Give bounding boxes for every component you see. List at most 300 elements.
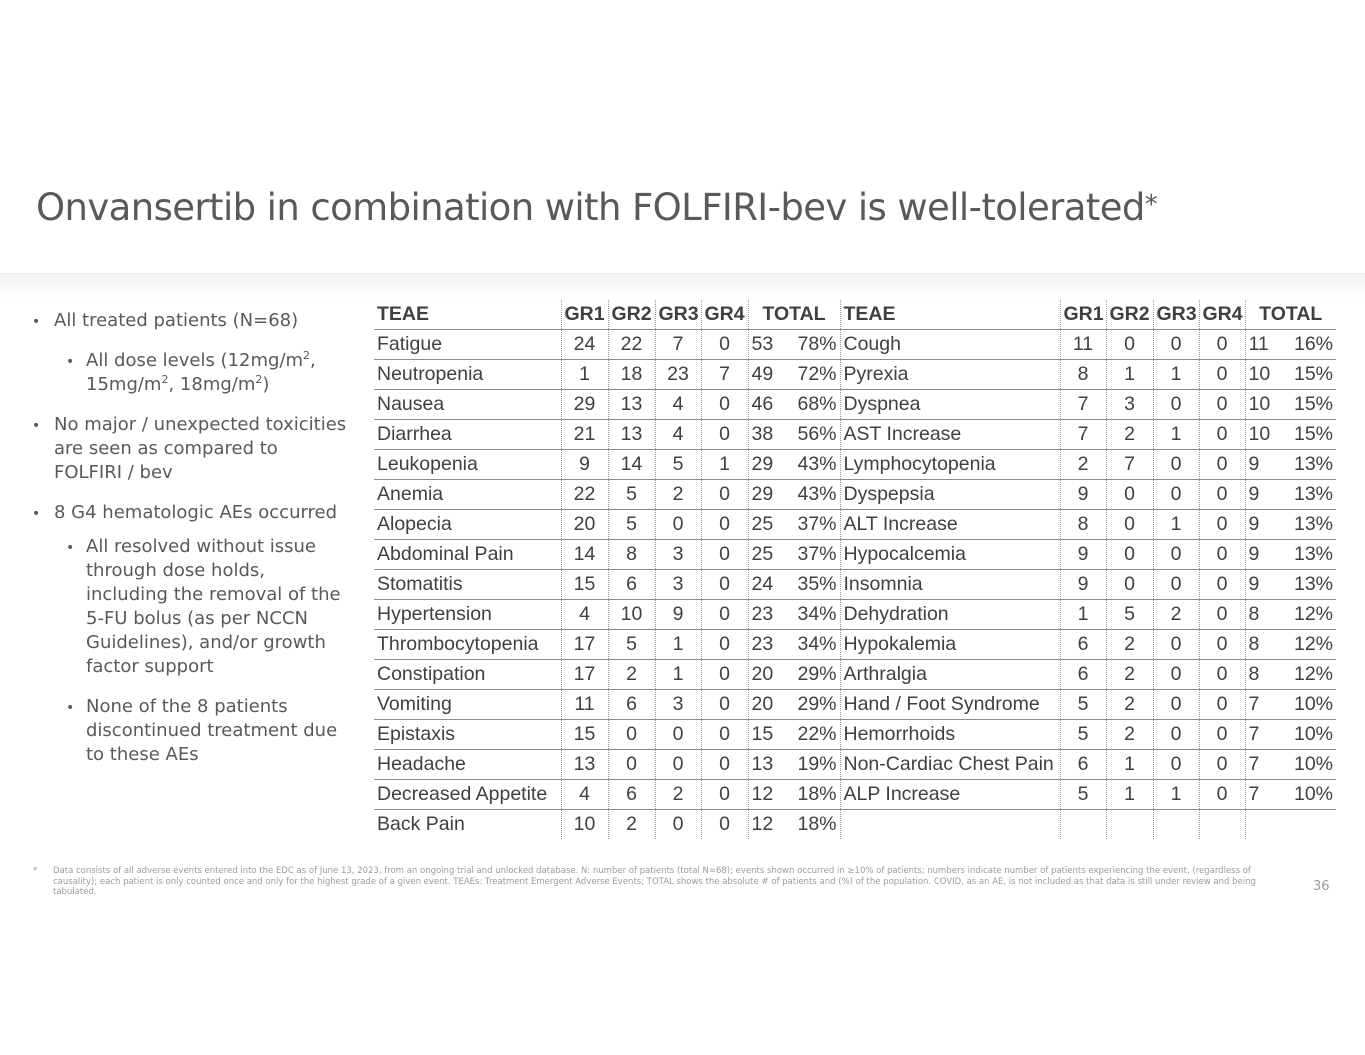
gr4-cell: 0 bbox=[701, 390, 748, 420]
footnote-text: Data consists of all adverse events entered into the EDC as of June 13, 2023, from an ongoing trial and unlocked database. N: number of patients (total N=68); events shown occurred in ≥10% of patients; numbers indicate number of patients experiencing the event, (regardless of causality); each patient is only counted once and only for the highest grade of a given event. TEAEs: Treatment Emergent Adverse Events; TOTAL shows the absolute # of patients and (%) of the population. COVID, as an AE, is not included as that data is still under review and being tabulated. bbox=[53, 866, 1256, 897]
gr2-cell: 22 bbox=[608, 330, 655, 360]
gr1-cell: 15 bbox=[561, 570, 608, 600]
pct-cell: 37% bbox=[781, 540, 840, 570]
event-name: Diarrhea bbox=[374, 420, 561, 450]
gr4-cell bbox=[1199, 810, 1245, 840]
header-gr3: GR3 bbox=[655, 300, 701, 330]
total-cell: 8 bbox=[1245, 600, 1277, 630]
gr2-cell: 2 bbox=[1106, 420, 1153, 450]
event-name: Hypertension bbox=[374, 600, 561, 630]
total-cell: 20 bbox=[748, 660, 781, 690]
total-cell: 25 bbox=[748, 540, 781, 570]
gr4-cell: 0 bbox=[701, 540, 748, 570]
bullet-text-part: , 18mg/m bbox=[168, 374, 256, 395]
table-row bbox=[374, 510, 1336, 540]
pct-cell: 15% bbox=[1277, 390, 1336, 420]
gr2-cell: 2 bbox=[1106, 720, 1153, 750]
total-cell: 9 bbox=[1245, 570, 1277, 600]
pct-cell: 18% bbox=[781, 780, 840, 810]
superscript: 2 bbox=[303, 349, 311, 362]
pct-cell: 78% bbox=[781, 330, 840, 360]
total-cell: 13 bbox=[748, 750, 781, 780]
gr3-cell: 1 bbox=[1153, 780, 1199, 810]
gr2-cell: 2 bbox=[608, 660, 655, 690]
total-cell: 25 bbox=[748, 510, 781, 540]
gr2-cell: 13 bbox=[608, 390, 655, 420]
bullet-dot-icon: • bbox=[66, 700, 75, 716]
gr4-cell: 0 bbox=[701, 420, 748, 450]
pct-cell: 35% bbox=[781, 570, 840, 600]
title-asterisk: * bbox=[1144, 190, 1158, 220]
gr1-cell: 7 bbox=[1060, 390, 1106, 420]
event-name: Hypokalemia bbox=[840, 630, 1060, 660]
pct-cell: 29% bbox=[781, 660, 840, 690]
pct-cell: 12% bbox=[1277, 660, 1336, 690]
gr3-cell: 0 bbox=[1153, 540, 1199, 570]
bullet-text: All resolved without issue through dose holds, including the removal of the 5-FU bolus (as per NCCN Guidelines), and/or growth factor support bbox=[86, 536, 341, 677]
total-cell: 29 bbox=[748, 480, 781, 510]
total-cell: 10 bbox=[1245, 360, 1277, 390]
gr1-cell: 20 bbox=[561, 510, 608, 540]
gr1-cell: 4 bbox=[561, 780, 608, 810]
gr4-cell: 0 bbox=[1199, 600, 1245, 630]
gr2-cell: 2 bbox=[1106, 630, 1153, 660]
gr4-cell: 0 bbox=[701, 750, 748, 780]
event-name: Abdominal Pain bbox=[374, 540, 561, 570]
header-gr1: GR1 bbox=[561, 300, 608, 330]
event-name: Back Pain bbox=[377, 813, 465, 835]
gr1-cell: 5 bbox=[1060, 780, 1106, 810]
total-cell: 9 bbox=[1245, 450, 1277, 480]
superscript: 2 bbox=[255, 373, 263, 386]
gr3-cell: 5 bbox=[655, 450, 701, 480]
bullet-dot-icon: • bbox=[32, 418, 41, 434]
gr3-cell: 1 bbox=[1153, 510, 1199, 540]
event-name: Nausea bbox=[374, 390, 561, 420]
event-name: Insomnia bbox=[840, 570, 1060, 600]
gr4-cell: 0 bbox=[1199, 330, 1245, 360]
pct-cell: 10% bbox=[1277, 750, 1336, 780]
table-row bbox=[374, 780, 1336, 810]
total-cell: 46 bbox=[748, 390, 781, 420]
gr3-cell: 4 bbox=[655, 390, 701, 420]
gr2-cell: 3 bbox=[1106, 390, 1153, 420]
bullet-dose-levels bbox=[30, 349, 350, 397]
total-cell: 23 bbox=[748, 630, 781, 660]
gr4-cell: 0 bbox=[1199, 720, 1245, 750]
pct-cell: 37% bbox=[781, 510, 840, 540]
bullet-dot-icon: • bbox=[32, 506, 41, 522]
event-name: Hypocalcemia bbox=[840, 540, 1060, 570]
gr2-cell: 6 bbox=[608, 690, 655, 720]
gr4-cell: 0 bbox=[701, 660, 748, 690]
event-name bbox=[840, 810, 1060, 840]
gr2-cell: 0 bbox=[608, 720, 655, 750]
event-name: Hand / Foot Syndrome bbox=[840, 690, 1060, 720]
gr2-cell: 1 bbox=[1106, 780, 1153, 810]
gr1-cell: 29 bbox=[561, 390, 608, 420]
table-row bbox=[374, 330, 1336, 360]
gr1-cell: 11 bbox=[1060, 330, 1106, 360]
pct-cell: 13% bbox=[1277, 450, 1336, 480]
gr3-cell: 3 bbox=[655, 690, 701, 720]
gr2-cell: 6 bbox=[608, 780, 655, 810]
event-name: Non-Cardiac Chest Pain bbox=[840, 750, 1060, 780]
header-gr2: GR2 bbox=[1106, 300, 1153, 330]
total-cell: 29 bbox=[748, 450, 781, 480]
event-name: Arthralgia bbox=[840, 660, 1060, 690]
gr4-cell: 0 bbox=[701, 810, 748, 840]
gr3-cell: 1 bbox=[1153, 360, 1199, 390]
pct-cell: 43% bbox=[781, 480, 840, 510]
event-name: AST Increase bbox=[840, 420, 1060, 450]
event-name: Decreased Appetite bbox=[374, 780, 561, 810]
gr2-cell: 6 bbox=[608, 570, 655, 600]
gr4-cell: 7 bbox=[701, 360, 748, 390]
total-cell: 9 bbox=[1245, 480, 1277, 510]
event-name: Stomatitis bbox=[374, 570, 561, 600]
event-name: Fatigue bbox=[374, 330, 561, 360]
bullet-no-major-toxicities bbox=[30, 413, 350, 485]
gr2-cell: 13 bbox=[608, 420, 655, 450]
gr4-cell: 0 bbox=[1199, 750, 1245, 780]
event-name: Leukopenia bbox=[374, 450, 561, 480]
gr2-cell: 5 bbox=[1106, 600, 1153, 630]
gr3-cell: 2 bbox=[655, 480, 701, 510]
gr4-cell: 0 bbox=[1199, 360, 1245, 390]
total-cell: 10 bbox=[1245, 390, 1277, 420]
header-total: TOTAL bbox=[1245, 300, 1336, 330]
gr1-cell: 7 bbox=[1060, 420, 1106, 450]
table-row bbox=[374, 720, 1336, 750]
gr1-cell: 9 bbox=[1060, 480, 1106, 510]
pct-cell: 56% bbox=[781, 420, 840, 450]
gr2-cell: 1 bbox=[1106, 750, 1153, 780]
total-cell: 7 bbox=[1245, 720, 1277, 750]
gr1-cell: 9 bbox=[1060, 540, 1106, 570]
table-row bbox=[374, 450, 1336, 480]
gr4-cell: 0 bbox=[1199, 630, 1245, 660]
gr4-cell: 0 bbox=[1199, 570, 1245, 600]
gr3-cell: 0 bbox=[1153, 480, 1199, 510]
gr2-cell: 0 bbox=[1106, 510, 1153, 540]
gr4-cell: 1 bbox=[701, 450, 748, 480]
pct-cell: 16% bbox=[1277, 330, 1336, 360]
gr4-cell: 0 bbox=[701, 630, 748, 660]
total-cell: 53 bbox=[748, 330, 781, 360]
gr1-cell: 8 bbox=[1060, 360, 1106, 390]
gr4-cell: 0 bbox=[1199, 450, 1245, 480]
pct-cell: 29% bbox=[781, 690, 840, 720]
gr4-cell: 0 bbox=[1199, 660, 1245, 690]
pct-cell: 12% bbox=[1277, 630, 1336, 660]
gr2-cell: 7 bbox=[1106, 450, 1153, 480]
total-cell: 12 bbox=[748, 810, 781, 840]
header-total: TOTAL bbox=[748, 300, 840, 330]
gr1-cell: 5 bbox=[1060, 690, 1106, 720]
bullet-text: None of the 8 patients discontinued treatment due to these AEs bbox=[86, 696, 338, 765]
gr4-cell: 0 bbox=[1199, 390, 1245, 420]
table-row bbox=[374, 360, 1336, 390]
gr3-cell: 0 bbox=[1153, 450, 1199, 480]
gr1-cell: 21 bbox=[561, 420, 608, 450]
gr4-cell: 0 bbox=[701, 510, 748, 540]
event-name: Dyspepsia bbox=[840, 480, 1060, 510]
gr3-cell: 4 bbox=[655, 420, 701, 450]
gr2-cell: 8 bbox=[608, 540, 655, 570]
event-name: Epistaxis bbox=[374, 720, 561, 750]
gr3-cell: 0 bbox=[1153, 720, 1199, 750]
gr3-cell: 9 bbox=[655, 600, 701, 630]
total-cell bbox=[1245, 810, 1277, 840]
total-cell: 24 bbox=[748, 570, 781, 600]
table-body bbox=[374, 330, 1336, 840]
bullet-text-part: All dose levels (12mg/m bbox=[86, 350, 304, 371]
gr2-cell: 1 bbox=[1106, 360, 1153, 390]
gr3-cell: 0 bbox=[1153, 750, 1199, 780]
gr1-cell: 10 bbox=[561, 810, 608, 840]
header-teae: TEAE bbox=[840, 300, 1060, 330]
pct-cell: 10% bbox=[1277, 780, 1336, 810]
table-row bbox=[374, 750, 1336, 780]
total-cell: 7 bbox=[1245, 750, 1277, 780]
gr4-cell: 0 bbox=[701, 690, 748, 720]
table-row bbox=[374, 660, 1336, 690]
pct-cell: 34% bbox=[781, 600, 840, 630]
bullet-text-part: ) bbox=[262, 374, 270, 395]
gr1-cell: 24 bbox=[561, 330, 608, 360]
total-cell: 20 bbox=[748, 690, 781, 720]
pct-cell: 10% bbox=[1277, 690, 1336, 720]
pct-cell: 15% bbox=[1277, 360, 1336, 390]
gr3-cell: 0 bbox=[1153, 390, 1199, 420]
gr1-cell: 9 bbox=[1060, 570, 1106, 600]
total-cell: 12 bbox=[748, 780, 781, 810]
header-gr4: GR4 bbox=[1199, 300, 1245, 330]
gr2-cell: 2 bbox=[1106, 660, 1153, 690]
gr1-cell: 13 bbox=[561, 750, 608, 780]
gr2-cell: 18 bbox=[608, 360, 655, 390]
event-name: Cough bbox=[840, 330, 1060, 360]
header-gr1: GR1 bbox=[1060, 300, 1106, 330]
gr4-cell: 0 bbox=[701, 570, 748, 600]
gr1-cell: 5 bbox=[1060, 720, 1106, 750]
footnote bbox=[33, 866, 1263, 898]
gr4-cell: 0 bbox=[1199, 420, 1245, 450]
gr3-cell: 1 bbox=[655, 630, 701, 660]
title-shadow bbox=[0, 274, 1365, 300]
total-cell: 9 bbox=[1245, 510, 1277, 540]
gr4-cell: 0 bbox=[701, 330, 748, 360]
gr4-cell: 0 bbox=[701, 720, 748, 750]
gr1-cell: 1 bbox=[561, 360, 608, 390]
page-number: 36 bbox=[1313, 879, 1330, 894]
gr1-cell: 2 bbox=[1060, 450, 1106, 480]
gr3-cell: 2 bbox=[1153, 600, 1199, 630]
gr1-cell: 11 bbox=[561, 690, 608, 720]
gr1-cell: 1 bbox=[1060, 600, 1106, 630]
gr2-cell: 5 bbox=[608, 630, 655, 660]
event-name: Hemorrhoids bbox=[840, 720, 1060, 750]
table-row bbox=[374, 600, 1336, 630]
table-row bbox=[374, 480, 1336, 510]
gr2-cell: 0 bbox=[1106, 330, 1153, 360]
pct-cell: 10% bbox=[1277, 720, 1336, 750]
gr1-cell: 14 bbox=[561, 540, 608, 570]
gr1-cell: 22 bbox=[561, 480, 608, 510]
gr2-cell: 2 bbox=[608, 810, 655, 840]
bullet-list bbox=[30, 309, 350, 783]
total-cell: 8 bbox=[1245, 630, 1277, 660]
title-band bbox=[0, 0, 1365, 274]
table-row bbox=[374, 810, 1336, 840]
gr3-cell: 7 bbox=[655, 330, 701, 360]
bullet-text: All treated patients (N=68) bbox=[54, 310, 299, 331]
gr3-cell: 0 bbox=[655, 750, 701, 780]
gr4-cell: 0 bbox=[1199, 780, 1245, 810]
total-cell: 8 bbox=[1245, 660, 1277, 690]
gr3-cell: 0 bbox=[655, 510, 701, 540]
event-name: Alopecia bbox=[374, 510, 561, 540]
pct-cell: 72% bbox=[781, 360, 840, 390]
gr3-cell: 0 bbox=[1153, 690, 1199, 720]
bullet-dot-icon: • bbox=[32, 314, 41, 330]
gr3-cell bbox=[1153, 810, 1199, 840]
gr4-cell: 0 bbox=[1199, 480, 1245, 510]
gr2-cell: 0 bbox=[1106, 570, 1153, 600]
bullet-none-discontinued bbox=[30, 695, 350, 767]
header-gr2: GR2 bbox=[608, 300, 655, 330]
gr1-cell: 6 bbox=[1060, 750, 1106, 780]
event-name: Neutropenia bbox=[374, 360, 561, 390]
gr3-cell: 1 bbox=[655, 660, 701, 690]
table-row bbox=[374, 540, 1336, 570]
gr4-cell: 0 bbox=[701, 480, 748, 510]
gr1-cell: 17 bbox=[561, 630, 608, 660]
gr1-cell: 9 bbox=[561, 450, 608, 480]
footnote-asterisk: * bbox=[33, 866, 38, 876]
total-cell: 15 bbox=[748, 720, 781, 750]
teae-table bbox=[374, 300, 1336, 839]
event-name: Constipation bbox=[374, 660, 561, 690]
table-row bbox=[374, 690, 1336, 720]
table-header-row bbox=[374, 300, 1336, 330]
event-name: Thrombocytopenia bbox=[374, 630, 561, 660]
total-cell: 38 bbox=[748, 420, 781, 450]
gr3-cell: 0 bbox=[1153, 570, 1199, 600]
total-cell: 9 bbox=[1245, 540, 1277, 570]
gr1-cell: 17 bbox=[561, 660, 608, 690]
gr3-cell: 0 bbox=[655, 720, 701, 750]
gr2-cell bbox=[1106, 810, 1153, 840]
gr1-cell: 15 bbox=[561, 720, 608, 750]
total-cell: 10 bbox=[1245, 420, 1277, 450]
gr4-cell: 0 bbox=[701, 780, 748, 810]
table-row bbox=[374, 420, 1336, 450]
total-cell: 7 bbox=[1245, 780, 1277, 810]
gr4-cell: 0 bbox=[1199, 540, 1245, 570]
table-row bbox=[374, 390, 1336, 420]
gr1-cell bbox=[1060, 810, 1106, 840]
gr3-cell: 23 bbox=[655, 360, 701, 390]
gr2-cell: 14 bbox=[608, 450, 655, 480]
bullet-dot-icon: • bbox=[66, 540, 75, 556]
gr2-cell: 0 bbox=[1106, 480, 1153, 510]
pct-cell: 68% bbox=[781, 390, 840, 420]
gr3-cell: 3 bbox=[655, 570, 701, 600]
bullet-text-part: , 15mg/m bbox=[86, 350, 316, 395]
pct-cell: 18% bbox=[797, 813, 837, 835]
event-name: ALP Increase bbox=[840, 780, 1060, 810]
gr3-cell: 0 bbox=[655, 810, 701, 840]
total-cell: 49 bbox=[748, 360, 781, 390]
pct-cell: 43% bbox=[781, 450, 840, 480]
table-row bbox=[374, 570, 1336, 600]
header-gr3: GR3 bbox=[1153, 300, 1199, 330]
event-name: Vomiting bbox=[374, 690, 561, 720]
pct-cell: 13% bbox=[1277, 540, 1336, 570]
pct-cell: 22% bbox=[781, 720, 840, 750]
bullet-g4-aes bbox=[30, 501, 350, 525]
gr3-cell: 0 bbox=[1153, 660, 1199, 690]
slide-title bbox=[36, 186, 1157, 229]
pct-cell: 12% bbox=[1277, 600, 1336, 630]
gr3-cell: 2 bbox=[655, 780, 701, 810]
pct-cell: 15% bbox=[1277, 420, 1336, 450]
total-cell: 7 bbox=[1245, 690, 1277, 720]
event-name: ALT Increase bbox=[840, 510, 1060, 540]
gr2-cell: 5 bbox=[608, 480, 655, 510]
superscript: 2 bbox=[161, 373, 169, 386]
event-name: Headache bbox=[374, 750, 561, 780]
event-name: Dehydration bbox=[840, 600, 1060, 630]
gr3-cell: 3 bbox=[655, 540, 701, 570]
total-cell: 23 bbox=[748, 600, 781, 630]
gr2-cell: 5 bbox=[608, 510, 655, 540]
header-teae: TEAE bbox=[374, 300, 561, 330]
gr2-cell: 0 bbox=[1106, 540, 1153, 570]
gr1-cell: 4 bbox=[561, 600, 608, 630]
event-name: Anemia bbox=[374, 480, 561, 510]
bullet-all-treated bbox=[30, 309, 350, 333]
table-row bbox=[374, 630, 1336, 660]
event-name: Dyspnea bbox=[840, 390, 1060, 420]
event-name: Lymphocytopenia bbox=[840, 450, 1060, 480]
gr2-cell: 0 bbox=[608, 750, 655, 780]
gr4-cell: 0 bbox=[701, 600, 748, 630]
pct-cell: 13% bbox=[1277, 570, 1336, 600]
bullet-all-resolved bbox=[30, 535, 350, 679]
pct-cell: 34% bbox=[781, 630, 840, 660]
pct-cell: 19% bbox=[781, 750, 840, 780]
total-cell: 11 bbox=[1245, 330, 1277, 360]
bullet-text: No major / unexpected toxicities are seen as compared to FOLFIRI / bev bbox=[54, 414, 347, 483]
gr4-cell: 0 bbox=[1199, 510, 1245, 540]
title-text: Onvansertib in combination with FOLFIRI-bev is well-tolerated bbox=[36, 186, 1145, 229]
pct-cell bbox=[1277, 810, 1336, 840]
gr2-cell: 2 bbox=[1106, 690, 1153, 720]
pct-cell: 13% bbox=[1277, 480, 1336, 510]
bullet-text: 8 G4 hematologic AEs occurred bbox=[54, 502, 338, 523]
gr1-cell: 6 bbox=[1060, 660, 1106, 690]
pct-cell: 13% bbox=[1277, 510, 1336, 540]
gr3-cell: 0 bbox=[1153, 630, 1199, 660]
gr4-cell: 0 bbox=[1199, 690, 1245, 720]
gr1-cell: 8 bbox=[1060, 510, 1106, 540]
header-gr4: GR4 bbox=[701, 300, 748, 330]
event-name: Pyrexia bbox=[840, 360, 1060, 390]
gr1-cell: 6 bbox=[1060, 630, 1106, 660]
